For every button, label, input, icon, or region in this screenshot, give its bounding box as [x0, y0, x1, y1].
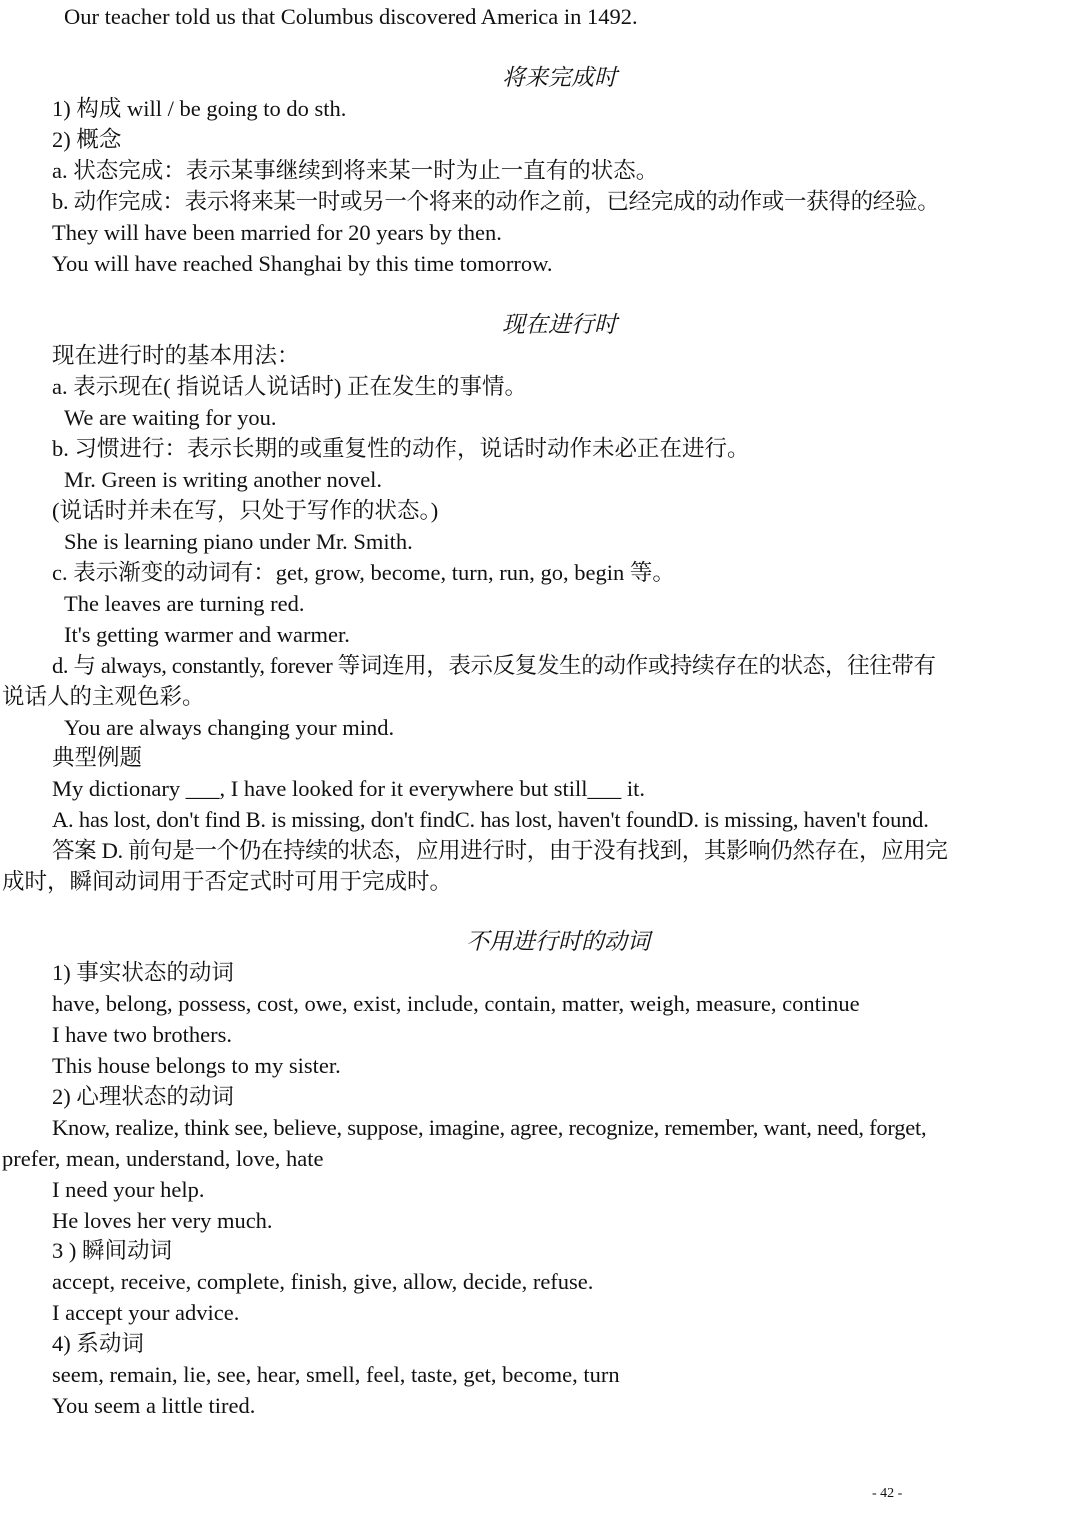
- text-line: They will have been married for 20 years by then.: [52, 220, 502, 245]
- text-line: I accept your advice.: [52, 1300, 240, 1325]
- text-line: My dictionary ___, I have looked for it everywhere but still___ it.: [52, 776, 645, 801]
- text-line: 3 ) 瞬间动词: [52, 1238, 172, 1263]
- text-line: 成时，瞬间动词用于否定式时可用于完成时。: [2, 869, 453, 894]
- text-line: You seem a little tired.: [52, 1393, 256, 1418]
- text-line: prefer, mean, understand, love, hate: [2, 1146, 324, 1171]
- text-line: You are always changing your mind.: [64, 715, 395, 740]
- text-line: d. 与 always, constantly, forever 等词连用，表示反复发生的动作或持续存在的状态，往往带有: [52, 653, 936, 678]
- text-line: She is learning piano under Mr. Smith.: [64, 529, 413, 554]
- text-line: a. 状态完成：表示某事继续到将来某一时为止一直有的状态。: [52, 158, 659, 183]
- text-line: seem, remain, lie, see, hear, smell, feel, taste, get, become, turn: [52, 1362, 620, 1387]
- text-line: He loves her very much.: [52, 1208, 273, 1233]
- text-line: have, belong, possess, cost, owe, exist, include, contain, matter, weigh, measure, continue: [52, 991, 860, 1016]
- text-line: A. has lost, don't find B. is missing, don't findC. has lost, haven't foundD. is missing, haven't found.: [52, 807, 929, 832]
- text-line: This house belongs to my sister.: [52, 1053, 341, 1078]
- section-heading-non-progressive-verbs: 不用进行时的动词: [466, 929, 650, 954]
- text-line: b. 动作完成：表示将来某一时或另一个将来的动作之前，已经完成的动作或一获得的经验。: [52, 189, 940, 214]
- text-line: The leaves are turning red.: [64, 591, 305, 616]
- text-line: accept, receive, complete, finish, give, allow, decide, refuse.: [52, 1269, 594, 1294]
- text-line: 4) 系动词: [52, 1331, 144, 1356]
- text-line: a. 表示现在( 指说话人说话时) 正在发生的事情。: [52, 374, 527, 399]
- text-line: (说话时并未在写，只处于写作的状态。): [52, 498, 439, 523]
- text-line: We are waiting for you.: [64, 405, 277, 430]
- section-heading-present-continuous: 现在进行时: [502, 312, 617, 337]
- text-line: I have two brothers.: [52, 1022, 232, 1047]
- text-line: 1) 事实状态的动词: [52, 960, 234, 985]
- text-line: 现在进行时的基本用法：: [52, 343, 300, 368]
- text-line: 2) 心理状态的动词: [52, 1084, 234, 1109]
- text-line: It's getting warmer and warmer.: [64, 622, 350, 647]
- text-line: c. 表示渐变的动词有：get, grow, become, turn, run, go, begin 等。: [52, 560, 675, 585]
- section-heading-future-perfect: 将来完成时: [502, 65, 617, 90]
- text-line: 答案 D. 前句是一个仍在持续的状态，应用进行时，由于没有找到，其影响仍然存在，应用完: [52, 838, 948, 863]
- text-line: b. 习惯进行：表示长期的或重复性的动作，说话时动作未必正在进行。: [52, 436, 750, 461]
- text-line: Our teacher told us that Columbus discovered America in 1492.: [64, 4, 638, 29]
- text-line: You will have reached Shanghai by this time tomorrow.: [52, 251, 553, 276]
- text-line: 典型例题: [52, 745, 143, 770]
- page-number: - 42 -: [872, 1486, 903, 1501]
- text-line: 1) 构成 will / be going to do sth.: [52, 96, 347, 121]
- text-line: Mr. Green is writing another novel.: [64, 467, 383, 492]
- text-line: Know, realize, think see, believe, suppose, imagine, agree, recognize, remember, want, need, forget,: [52, 1115, 927, 1140]
- text-line: I need your help.: [52, 1177, 205, 1202]
- text-line: 2) 概念: [52, 127, 122, 152]
- text-line: 说话人的主观色彩。: [2, 684, 205, 709]
